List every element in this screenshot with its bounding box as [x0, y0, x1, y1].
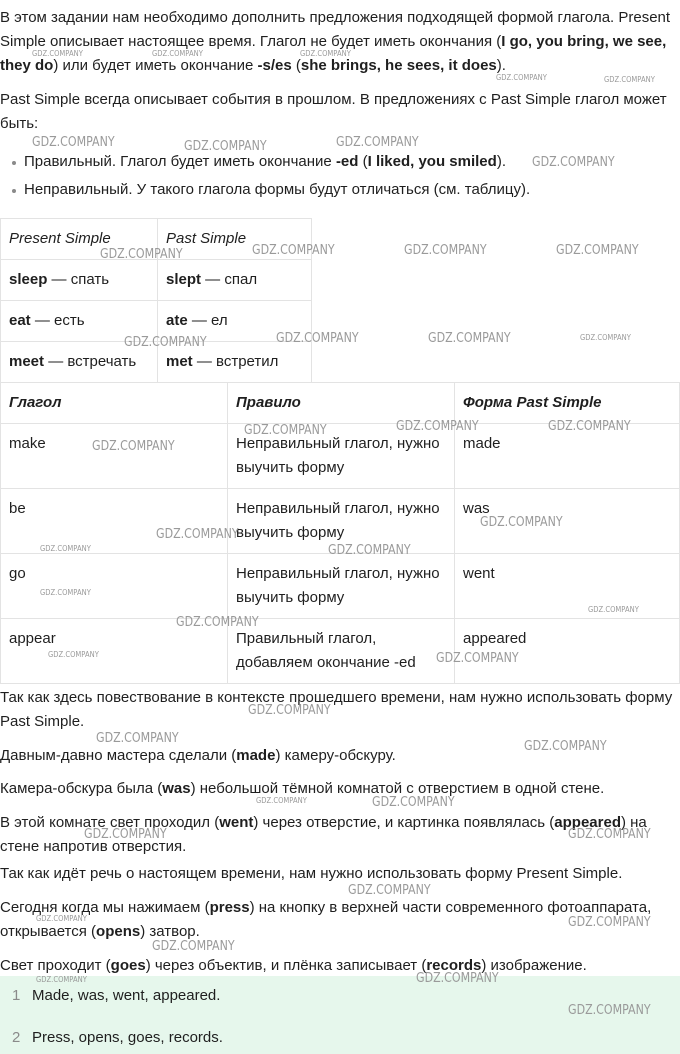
- text: ).: [496, 57, 506, 74]
- bold-text: met: [166, 353, 193, 370]
- bold-text: opens: [96, 923, 141, 940]
- bold-text: was: [162, 780, 191, 797]
- watermark: GDZ.COMPANY: [588, 605, 639, 614]
- column-header: Форма Past Simple: [455, 383, 680, 424]
- table-cell: go: [1, 554, 228, 619]
- text: Правильный. Глагол будет иметь окончание: [24, 153, 336, 170]
- table-row: [1, 619, 680, 684]
- text: Свет проходит (: [0, 957, 111, 974]
- column-header: Past Simple: [158, 219, 312, 260]
- watermark: GDZ.COMPANY: [32, 135, 115, 150]
- table-header-row: [1, 219, 312, 260]
- sentence-5: [0, 954, 676, 978]
- text: ) или будет иметь окончание: [53, 57, 258, 74]
- watermark: GDZ.COMPANY: [372, 795, 455, 810]
- present-simple-note: Так как идёт речь о настоящем времени, нам нужно использовать форму Present Simple.: [0, 865, 623, 882]
- watermark: GDZ.COMPANY: [244, 423, 327, 438]
- bold-text: records: [426, 957, 482, 974]
- watermark: GDZ.COMPANY: [496, 73, 547, 82]
- intro-paragraph-1: [0, 6, 676, 78]
- answer-row: [0, 984, 680, 1008]
- watermark: GDZ.COMPANY: [568, 915, 651, 930]
- text: ) на стене напротив отверстия.: [0, 814, 647, 855]
- watermark: GDZ.COMPANY: [568, 1003, 651, 1018]
- table-row: [1, 424, 680, 489]
- watermark: GDZ.COMPANY: [40, 588, 91, 597]
- text: ) затвор.: [140, 923, 200, 940]
- watermark: GDZ.COMPANY: [428, 331, 511, 346]
- watermark: GDZ.COMPANY: [152, 939, 235, 954]
- bold-text: slept: [166, 271, 202, 288]
- bold-text: -ed: [335, 153, 359, 170]
- bold-text: I liked, you smiled: [367, 153, 497, 170]
- bullet-irregular: [12, 178, 672, 202]
- table-cell: Неправильный глагол, нужно выучить форму: [228, 489, 455, 554]
- watermark: GDZ.COMPANY: [100, 247, 183, 262]
- watermark: GDZ.COMPANY: [328, 543, 411, 558]
- table-cell: appeared: [455, 619, 680, 684]
- table-cell: was: [455, 489, 680, 554]
- watermark: GDZ.COMPANY: [48, 650, 99, 659]
- text: В этой комнате свет проходил (: [0, 814, 220, 831]
- bold-text: she brings, he sees, it does: [300, 57, 497, 74]
- bold-text: went: [219, 814, 254, 831]
- watermark: GDZ.COMPANY: [300, 49, 351, 58]
- watermark: GDZ.COMPANY: [436, 651, 519, 666]
- watermark: GDZ.COMPANY: [604, 75, 655, 84]
- table-cell: [1, 342, 158, 383]
- table-cell: [1, 301, 158, 342]
- column-header: Глагол: [1, 383, 228, 424]
- watermark: GDZ.COMPANY: [404, 243, 487, 258]
- text: ) на кнопку в верхней части современного фотоаппарата, открывается (: [0, 899, 652, 940]
- watermark: GDZ.COMPANY: [36, 975, 87, 984]
- bold-text: I go, you bring, we see, they do: [0, 33, 667, 74]
- watermark: GDZ.COMPANY: [336, 135, 419, 150]
- watermark: GDZ.COMPANY: [36, 914, 87, 923]
- sentence-3: [0, 811, 676, 859]
- bold-text: goes: [110, 957, 146, 974]
- table-row: [1, 301, 312, 342]
- watermark: GDZ.COMPANY: [532, 155, 615, 170]
- answer-number: 1: [12, 987, 21, 1004]
- watermark: GDZ.COMPANY: [580, 333, 631, 342]
- bold-text: appeared: [554, 814, 621, 831]
- text: — встречать: [44, 353, 137, 370]
- table-cell: made: [455, 424, 680, 489]
- sentence-1: [0, 744, 676, 768]
- table-row: [1, 260, 312, 301]
- table-cell: appear: [1, 619, 228, 684]
- answer-box: [0, 976, 680, 1054]
- bullet-text: [24, 153, 506, 170]
- table-row: [1, 342, 312, 383]
- text: В этом задании нам необходимо дополнить предложения подходящей формой глагола. Present Simple описывает настоящее время. Глагол не будет иметь окончания (: [0, 9, 671, 50]
- watermark: GDZ.COMPANY: [248, 703, 331, 718]
- answer-row: [0, 1026, 680, 1050]
- watermark: GDZ.COMPANY: [124, 335, 207, 350]
- bold-text: meet: [9, 353, 45, 370]
- watermark: GDZ.COMPANY: [40, 544, 91, 553]
- watermark: GDZ.COMPANY: [416, 971, 499, 986]
- bold-text: made: [236, 747, 276, 764]
- text: — встретил: [192, 353, 279, 370]
- past-simple-note: Так как здесь повествование в контексте прошедшего времени, нам нужно использовать форму Past Simple.: [0, 689, 673, 730]
- table-cell: [158, 301, 312, 342]
- bullet-dot-icon: [12, 189, 16, 193]
- text: — спал: [201, 271, 258, 288]
- bold-text: eat: [9, 312, 31, 329]
- text: — спать: [47, 271, 110, 288]
- watermark: GDZ.COMPANY: [92, 439, 175, 454]
- text: Сегодня когда мы нажимаем (: [0, 899, 210, 916]
- table-cell: [158, 260, 312, 301]
- bold-text: sleep: [9, 271, 48, 288]
- verb-rules-table: [0, 382, 680, 684]
- table-cell: [1, 260, 158, 301]
- watermark: GDZ.COMPANY: [480, 515, 563, 530]
- watermark: GDZ.COMPANY: [252, 243, 335, 258]
- sentence-2: [0, 777, 676, 801]
- answer-number: 2: [12, 1029, 21, 1046]
- watermark: GDZ.COMPANY: [156, 527, 239, 542]
- bullet-text: Неправильный. У такого глагола формы будут отличаться (см. таблицу).: [24, 181, 531, 198]
- watermark: GDZ.COMPANY: [256, 796, 307, 805]
- text: ) через объектив, и плёнка записывает (: [145, 957, 427, 974]
- table-row: [1, 554, 680, 619]
- watermark: GDZ.COMPANY: [176, 615, 259, 630]
- text: — есть: [30, 312, 85, 329]
- answer-text: Made, was, went, appeared.: [32, 987, 221, 1004]
- bold-text: -s/es: [257, 57, 292, 74]
- table-cell: be: [1, 489, 228, 554]
- column-header: Present Simple: [1, 219, 158, 260]
- column-header: Правило: [228, 383, 455, 424]
- text: (: [358, 153, 368, 170]
- table-header-row: [1, 383, 680, 424]
- bullet-regular: [12, 150, 672, 174]
- text: (: [291, 57, 301, 74]
- table-cell: make: [1, 424, 228, 489]
- answer-text: Press, opens, goes, records.: [32, 1029, 223, 1046]
- text: ) камеру-обскуру.: [275, 747, 396, 764]
- watermark: GDZ.COMPANY: [84, 827, 167, 842]
- sentence-4: [0, 896, 676, 944]
- text: ).: [496, 153, 506, 170]
- text: ) изображение.: [481, 957, 587, 974]
- watermark: GDZ.COMPANY: [524, 739, 607, 754]
- watermark: GDZ.COMPANY: [548, 419, 631, 434]
- watermark: GDZ.COMPANY: [96, 731, 179, 746]
- text: ) небольшой тёмной комнатой с отверстием в одной стене.: [190, 780, 605, 797]
- watermark: GDZ.COMPANY: [32, 49, 83, 58]
- watermark: GDZ.COMPANY: [568, 827, 651, 842]
- bold-text: press: [209, 899, 250, 916]
- text: Камера-обскура была (: [0, 780, 163, 797]
- watermark: GDZ.COMPANY: [184, 139, 267, 154]
- table-cell: [158, 342, 312, 383]
- watermark: GDZ.COMPANY: [396, 419, 479, 434]
- table-cell: Неправильный глагол, нужно выучить форму: [228, 554, 455, 619]
- intro-paragraph-2: Past Simple всегда описывает события в прошлом. В предложениях с Past Simple глагол может быть:: [0, 91, 667, 132]
- watermark: GDZ.COMPANY: [556, 243, 639, 258]
- table-cell: went: [455, 554, 680, 619]
- text: Давным-давно мастера сделали (: [0, 747, 237, 764]
- text: ) через отверстие, и картинка появлялась (: [253, 814, 555, 831]
- watermark: GDZ.COMPANY: [348, 883, 431, 898]
- table-cell: Правильный глагол, добавляем окончание -ed: [228, 619, 455, 684]
- text: — ел: [187, 312, 228, 329]
- table-row: [1, 489, 680, 554]
- bullet-dot-icon: [12, 161, 16, 165]
- bold-text: ate: [166, 312, 188, 329]
- table-cell: Неправильный глагол, нужно выучить форму: [228, 424, 455, 489]
- verb-forms-table: [0, 218, 312, 383]
- watermark: GDZ.COMPANY: [276, 331, 359, 346]
- watermark: GDZ.COMPANY: [152, 49, 203, 58]
